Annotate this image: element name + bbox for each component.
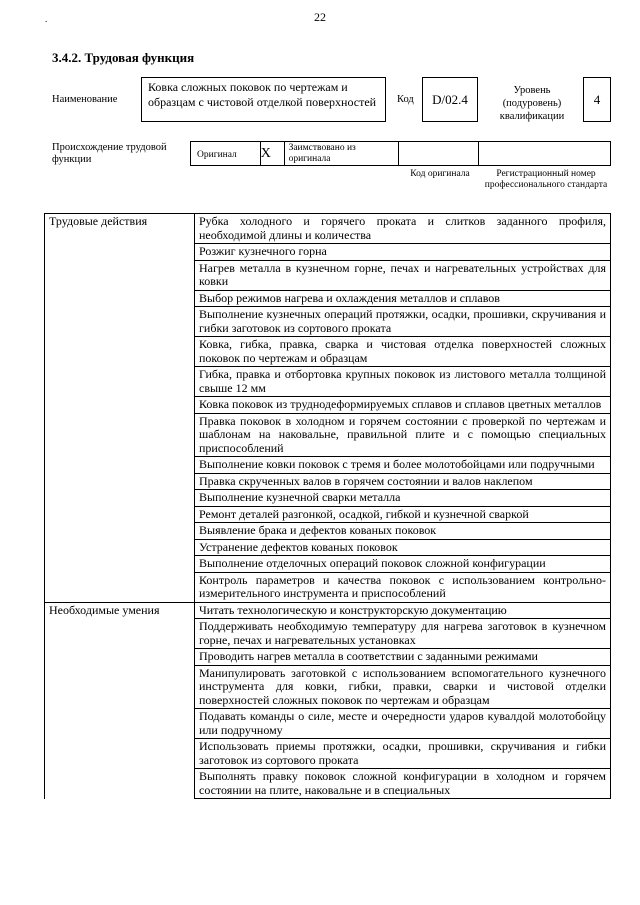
list-item: Правка поковок в холодном и горячем состоянии с проверкой по чертежам и шаблонам на наковальне, правильной плите и с помощью специальных приспособлений	[195, 413, 611, 457]
table-row	[45, 214, 611, 244]
section-heading: Трудовые действия	[45, 214, 195, 603]
code-caption: Код оригинала	[410, 169, 470, 179]
list-item: Читать технологическую и конструкторскую документацию	[195, 602, 611, 619]
scan-dot: .	[45, 14, 48, 24]
level-value: 4	[583, 77, 611, 122]
original-label: Оригинал	[191, 142, 261, 165]
list-item: Выявление брака и дефектов кованых поковок	[195, 523, 611, 540]
list-item: Розжиг кузнечного горна	[195, 244, 611, 261]
section-heading: Необходимые умения	[45, 602, 195, 799]
list-item: Выполнение кузнечных операций протяжки, осадки, прошивки, скручивания и гибки заготовок из сортового проката	[195, 307, 611, 337]
original-code-cell	[399, 142, 479, 165]
code-value: D/02.4	[422, 77, 478, 122]
main-table	[44, 213, 611, 799]
list-item: Правка скрученных валов в горячем состоянии и валов наклепом	[195, 473, 611, 490]
list-item: Проводить нагрев металла в соответствии с заданными режимами	[195, 649, 611, 666]
function-name: Ковка сложных поковок по чертежам и образцам с чистовой отделкой поверхностей	[141, 77, 386, 122]
list-item: Ковка поковок из труднодеформируемых сплавов и сплавов цветных металлов	[195, 397, 611, 414]
list-item: Использовать приемы протяжки, осадки, прошивки, скручивания и гибки заготовок из сортового проката	[195, 739, 611, 769]
level-label: Уровень (подуровень) квалификации	[499, 85, 565, 122]
list-item: Выполнение кузнечной сварки металла	[195, 490, 611, 507]
section-title: 3.4.2. Трудовая функция	[52, 50, 195, 65]
list-item: Выбор режимов нагрева и охлаждения металлов и сплавов	[195, 290, 611, 307]
list-item: Выполнение ковки поковок с тремя и более молотобойцами или подручными	[195, 457, 611, 474]
list-item: Выполнять правку поковок сложной конфигурации в холодном и горячем состоянии на плите, наковальне и в специальных	[195, 769, 611, 799]
list-item: Ремонт деталей разгонкой, осадкой, гибкой и кузнечной сваркой	[195, 506, 611, 523]
origin-table	[190, 141, 611, 166]
table-row	[45, 602, 611, 619]
list-item: Выполнение отделочных операций поковок сложной конфигурации	[195, 556, 611, 573]
original-mark: X	[261, 142, 285, 165]
code-label: Код	[397, 94, 414, 105]
list-item: Рубка холодного и горячего проката и слитков заданного профиля, необходимой длины и количества	[195, 214, 611, 244]
page-number: 22	[314, 10, 326, 24]
list-item: Гибка, правка и отбортовка крупных поковок из листового металла толщиной свыше 12 мм	[195, 367, 611, 397]
list-item: Подавать команды о силе, месте и очередности ударов кувалдой молотобойцу или подручному	[195, 709, 611, 739]
origin-label: Происхождение трудовой функции	[52, 142, 167, 165]
list-item: Ковка, гибка, правка, сварка и чистовая отделка поверхностей сложных поковок по чертежам и образцам	[195, 337, 611, 367]
borrowed-label: Заимствовано из оригинала	[285, 142, 399, 165]
list-item: Контроль параметров и качества поковок с использованием контрольно-измерительного инструмента и приспособлений	[195, 572, 611, 602]
list-item: Устранение дефектов кованых поковок	[195, 539, 611, 556]
reg-number-cell	[479, 142, 610, 165]
name-label: Наименование	[52, 94, 118, 105]
list-item: Поддерживать необходимую температуру для нагрева заготовок в кузнечном горне, печах и нагревательных установках	[195, 619, 611, 649]
reg-caption: Регистрационный номер профессионального стандарта	[484, 169, 608, 190]
list-item: Манипулировать заготовкой с использованием вспомогательного кузнечного инструмента для ковки, гибки, правки, сварки и чистовой отделки поверхностей сложных поковок по чертежам и образцам	[195, 665, 611, 709]
list-item: Нагрев металла в кузнечном горне, печах и нагревательных устройствах для ковки	[195, 260, 611, 290]
